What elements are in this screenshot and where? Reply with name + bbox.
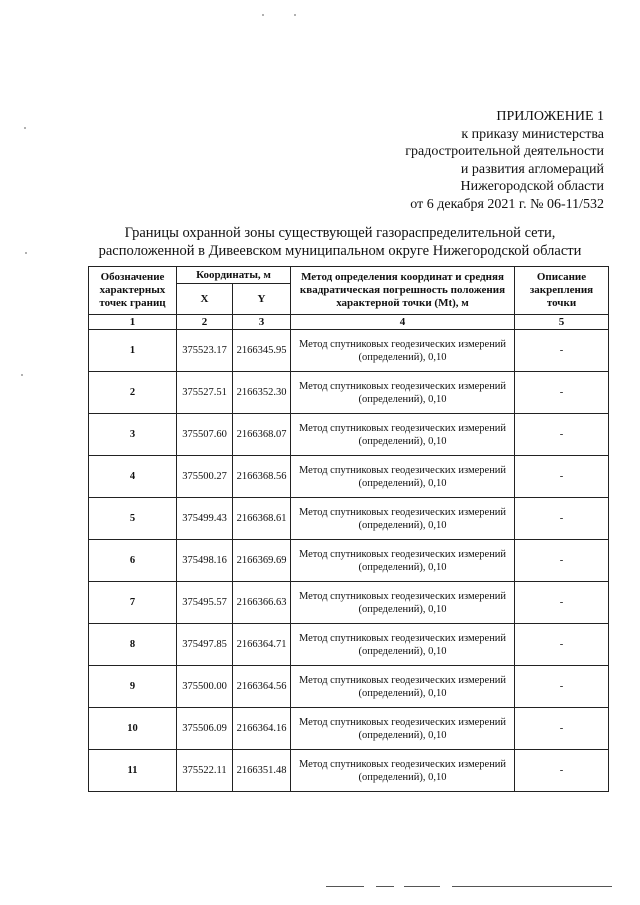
point-number: 8 bbox=[89, 624, 177, 666]
coord-y: 2166364.71 bbox=[233, 624, 291, 666]
table-row bbox=[89, 624, 609, 666]
description-cell: - bbox=[515, 456, 609, 498]
scan-edge-line bbox=[376, 886, 394, 887]
point-number: 2 bbox=[89, 372, 177, 414]
ministry-line-2: и развития агломераций bbox=[460, 161, 604, 177]
coord-y: 2166369.69 bbox=[233, 540, 291, 582]
scan-speck bbox=[24, 127, 26, 129]
coord-y: 2166368.56 bbox=[233, 456, 291, 498]
ministry-line-1: градостроительной деятельности bbox=[405, 144, 604, 159]
coord-x: 375527.51 bbox=[177, 372, 233, 414]
description-cell: - bbox=[515, 540, 609, 582]
order-date-number: от 6 декабря 2021 г. № 06-11/532 bbox=[410, 196, 604, 212]
title-line-1: Границы охранной зоны существующей газораспределительной сети, bbox=[124, 225, 556, 241]
scan-speck bbox=[294, 14, 296, 16]
description-cell: - bbox=[515, 414, 609, 456]
coord-y: 2166352.30 bbox=[233, 372, 291, 414]
point-number: 3 bbox=[89, 414, 177, 456]
scan-edge-line bbox=[452, 886, 612, 887]
coord-y: 2166368.07 bbox=[233, 414, 291, 456]
coord-y: 2166351.48 bbox=[233, 750, 291, 792]
table-row bbox=[89, 708, 609, 750]
table-row bbox=[89, 414, 609, 456]
coord-y: 2166366.63 bbox=[233, 582, 291, 624]
description-cell: - bbox=[515, 498, 609, 540]
method-cell: Метод спутниковых геодезических измерений (определений), 0,10 bbox=[291, 624, 515, 666]
appendix-header bbox=[405, 108, 604, 213]
description-cell: - bbox=[515, 666, 609, 708]
description-cell: - bbox=[515, 582, 609, 624]
coord-x: 375499.43 bbox=[177, 498, 233, 540]
coord-x: 375500.00 bbox=[177, 666, 233, 708]
coord-y: 2166368.61 bbox=[233, 498, 291, 540]
coord-y: 2166364.56 bbox=[233, 666, 291, 708]
table-row bbox=[89, 498, 609, 540]
header-y: Y bbox=[233, 284, 291, 315]
scan-speck bbox=[21, 374, 23, 376]
header-coordinates: Координаты, м bbox=[177, 267, 291, 284]
table-row bbox=[89, 750, 609, 792]
coord-x: 375523.17 bbox=[177, 330, 233, 372]
method-cell: Метод спутниковых геодезических измерений (определений), 0,10 bbox=[291, 414, 515, 456]
scan-speck bbox=[262, 14, 264, 16]
order-ref-line: к приказу министерства bbox=[461, 126, 604, 142]
col-number-5: 5 bbox=[515, 315, 609, 330]
method-cell: Метод спутниковых геодезических измерений (определений), 0,10 bbox=[291, 456, 515, 498]
header-designation: Обозначение характерных точек границ bbox=[89, 267, 177, 315]
method-cell: Метод спутниковых геодезических измерений (определений), 0,10 bbox=[291, 540, 515, 582]
scan-edge-line bbox=[326, 886, 364, 887]
point-number: 10 bbox=[89, 708, 177, 750]
header-description: Описание закрепления точки bbox=[515, 267, 609, 315]
table-row bbox=[89, 372, 609, 414]
coord-x: 375507.60 bbox=[177, 414, 233, 456]
point-number: 4 bbox=[89, 456, 177, 498]
description-cell: - bbox=[515, 330, 609, 372]
coord-x: 375500.27 bbox=[177, 456, 233, 498]
col-number-1: 1 bbox=[89, 315, 177, 330]
description-cell: - bbox=[515, 624, 609, 666]
coordinates-table bbox=[88, 266, 609, 792]
method-cell: Метод спутниковых геодезических измерений (определений), 0,10 bbox=[291, 498, 515, 540]
method-cell: Метод спутниковых геодезических измерений (определений), 0,10 bbox=[291, 582, 515, 624]
point-number: 9 bbox=[89, 666, 177, 708]
point-number: 1 bbox=[89, 330, 177, 372]
col-number-3: 3 bbox=[233, 315, 291, 330]
method-cell: Метод спутниковых геодезических измерений (определений), 0,10 bbox=[291, 708, 515, 750]
description-cell: - bbox=[515, 708, 609, 750]
table-row bbox=[89, 582, 609, 624]
coord-x: 375497.85 bbox=[177, 624, 233, 666]
table-row bbox=[89, 456, 609, 498]
point-number: 11 bbox=[89, 750, 177, 792]
scan-speck bbox=[25, 252, 27, 254]
table-row bbox=[89, 330, 609, 372]
document-title bbox=[60, 224, 620, 260]
method-cell: Метод спутниковых геодезических измерений (определений), 0,10 bbox=[291, 750, 515, 792]
description-cell: - bbox=[515, 750, 609, 792]
coord-x: 375522.11 bbox=[177, 750, 233, 792]
appendix-label: ПРИЛОЖЕНИЕ 1 bbox=[496, 109, 604, 124]
coord-y: 2166364.16 bbox=[233, 708, 291, 750]
point-number: 5 bbox=[89, 498, 177, 540]
region-line: Нижегородской области bbox=[460, 179, 604, 194]
col-number-2: 2 bbox=[177, 315, 233, 330]
header-method: Метод определения координат и средняя квадратическая погрешность положения характерной точки (Mt), м bbox=[291, 267, 515, 315]
table-row bbox=[89, 666, 609, 708]
scan-edge-line bbox=[404, 886, 440, 887]
header-x: X bbox=[177, 284, 233, 315]
title-line-2: расположенной в Дивеевском муниципальном округе Нижегородской области bbox=[98, 243, 582, 259]
coord-y: 2166345.95 bbox=[233, 330, 291, 372]
col-number-4: 4 bbox=[291, 315, 515, 330]
description-cell: - bbox=[515, 372, 609, 414]
table-row bbox=[89, 540, 609, 582]
coord-x: 375498.16 bbox=[177, 540, 233, 582]
point-number: 7 bbox=[89, 582, 177, 624]
method-cell: Метод спутниковых геодезических измерений (определений), 0,10 bbox=[291, 372, 515, 414]
method-cell: Метод спутниковых геодезических измерений (определений), 0,10 bbox=[291, 330, 515, 372]
coord-x: 375495.57 bbox=[177, 582, 233, 624]
point-number: 6 bbox=[89, 540, 177, 582]
method-cell: Метод спутниковых геодезических измерений (определений), 0,10 bbox=[291, 666, 515, 708]
coord-x: 375506.09 bbox=[177, 708, 233, 750]
